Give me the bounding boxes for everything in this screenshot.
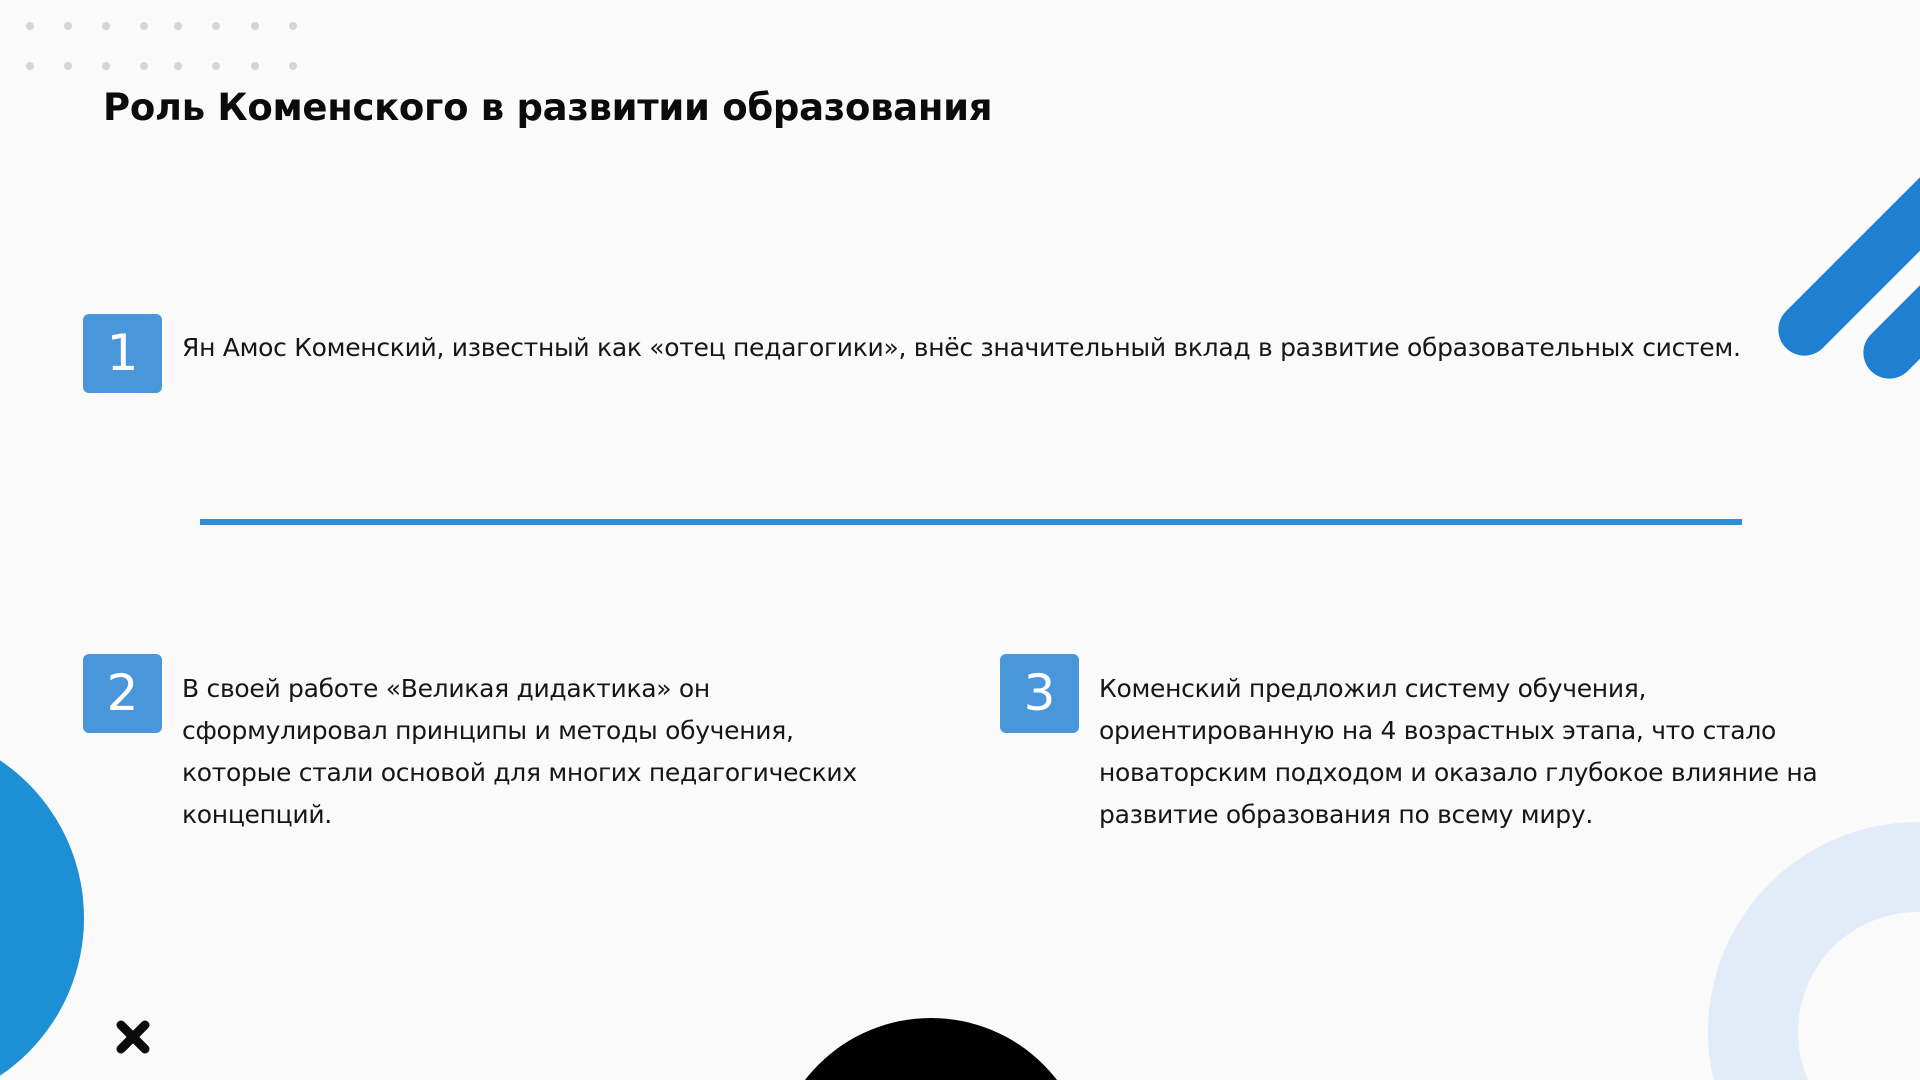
section-divider	[200, 519, 1742, 525]
decor-dot	[212, 22, 220, 30]
item-3-line-4: развитие образования по всему миру.	[1099, 800, 1593, 829]
item-3-line-2: ориентированную на 4 возрастных этапа, что стало	[1099, 716, 1776, 745]
slide-title: Роль Коменского в развитии образования	[103, 86, 993, 129]
item-3-line-1: Коменский предложил систему обучения,	[1099, 674, 1647, 703]
item-2-line-2: сформулировал принципы и методы обучения,	[182, 716, 794, 745]
decor-dot	[64, 62, 72, 70]
decor-dot	[102, 62, 110, 70]
decor-dot	[289, 62, 297, 70]
decor-dot	[102, 22, 110, 30]
number-badge-3: 3	[1000, 654, 1079, 733]
decor-dot	[26, 62, 34, 70]
close-icon[interactable]	[114, 1018, 152, 1056]
decor-circle-bottom	[772, 1018, 1090, 1080]
item-2-text	[182, 668, 922, 836]
decor-dot	[174, 22, 182, 30]
decor-ring-right	[1708, 822, 1920, 1080]
decor-circle-left	[0, 728, 84, 1080]
decor-dot	[212, 62, 220, 70]
item-1-line-1: Ян Амос Коменский, известный как «отец педагогики», внёс значительный вклад в развитие образовательных систем.	[182, 333, 1741, 362]
item-3-line-3: новаторским подходом и оказало глубокое влияние на	[1099, 758, 1818, 787]
item-2-line-1: В своей работе «Великая дидактика» он	[182, 674, 710, 703]
decor-dot	[251, 22, 259, 30]
decor-dot	[140, 62, 148, 70]
decor-dot	[64, 22, 72, 30]
decor-dot	[251, 62, 259, 70]
item-2-line-3: которые стали основой для многих педагогических	[182, 758, 857, 787]
item-1-text	[182, 327, 1741, 369]
decor-dot	[174, 62, 182, 70]
decor-dot	[289, 22, 297, 30]
number-badge-1: 1	[83, 314, 162, 393]
item-2-line-4: концепций.	[182, 800, 332, 829]
decor-dot	[140, 22, 148, 30]
number-badge-2: 2	[83, 654, 162, 733]
decor-dot	[26, 22, 34, 30]
item-3-text	[1099, 668, 1899, 836]
